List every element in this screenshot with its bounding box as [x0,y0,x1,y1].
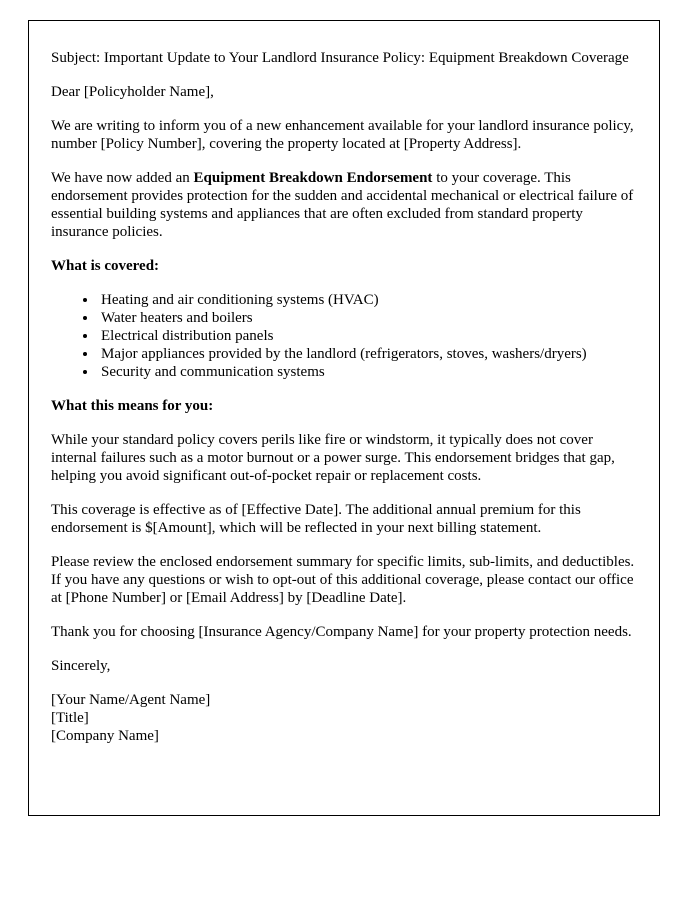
list-item: • Major appliances provided by the landlord (refrigerators, stoves, washers/dryers) [98,345,637,363]
list-item: • Security and communication systems [98,363,637,381]
closing: Sincerely, [51,658,111,674]
endorsement-name-bold: Equipment Breakdown Endorsement [193,170,433,186]
list-item: • Water heaters and boilers [98,309,637,327]
signature-line: [Company Name] [51,728,159,744]
covered-heading: What is covered: [51,258,160,274]
paragraph-thanks: Thank you for choosing [Insurance Agency/Company Name] for your property protection needs. [51,624,632,640]
paragraph-effective: This coverage is effective as of [Effective Date]. The additional annual premium for this endorsement is $[Amount], which will be reflected in your next billing statement. [51,502,581,536]
paragraph-endorsement [51,169,637,241]
paragraph-text-post: to your coverage. This endorsement provides protection for the sudden and accidental mechanical or electrical failure of essential building systems and appliances that are often excluded from standard property insurance policies. [51,170,634,240]
paragraph-means: While your standard policy covers perils like fire or windstorm, it typically does not cover internal failures such as a motor burnout or a power surge. This endorsement bridges that gap, helping you avoid significant out-of-pocket repair or replacement costs. [51,432,615,484]
signature-line: [Title] [51,710,89,726]
letter-document [28,20,660,816]
salutation: Dear [Policyholder Name], [51,84,214,100]
signature-block [51,691,637,745]
paragraph-text-pre: We have now added an [51,170,194,186]
subject-line: Subject: Important Update to Your Landlord Insurance Policy: Equipment Breakdown Coverage [51,50,629,66]
list-item: • Electrical distribution panels [98,327,637,345]
means-heading: What this means for you: [51,398,214,414]
list-item: • Heating and air conditioning systems (HVAC) [98,291,637,309]
paragraph-review: Please review the enclosed endorsement summary for specific limits, sub-limits, and deductibles. If you have any questions or wish to opt-out of this additional coverage, please contact our office at [Phone Number] or [Email Address] by [Deadline Date]. [51,554,635,606]
covered-list [51,291,637,381]
paragraph-intro: We are writing to inform you of a new enhancement available for your landlord insurance policy, number [Policy Number], covering the property located at [Property Address]. [51,118,634,152]
signature-line: [Your Name/Agent Name] [51,692,211,708]
